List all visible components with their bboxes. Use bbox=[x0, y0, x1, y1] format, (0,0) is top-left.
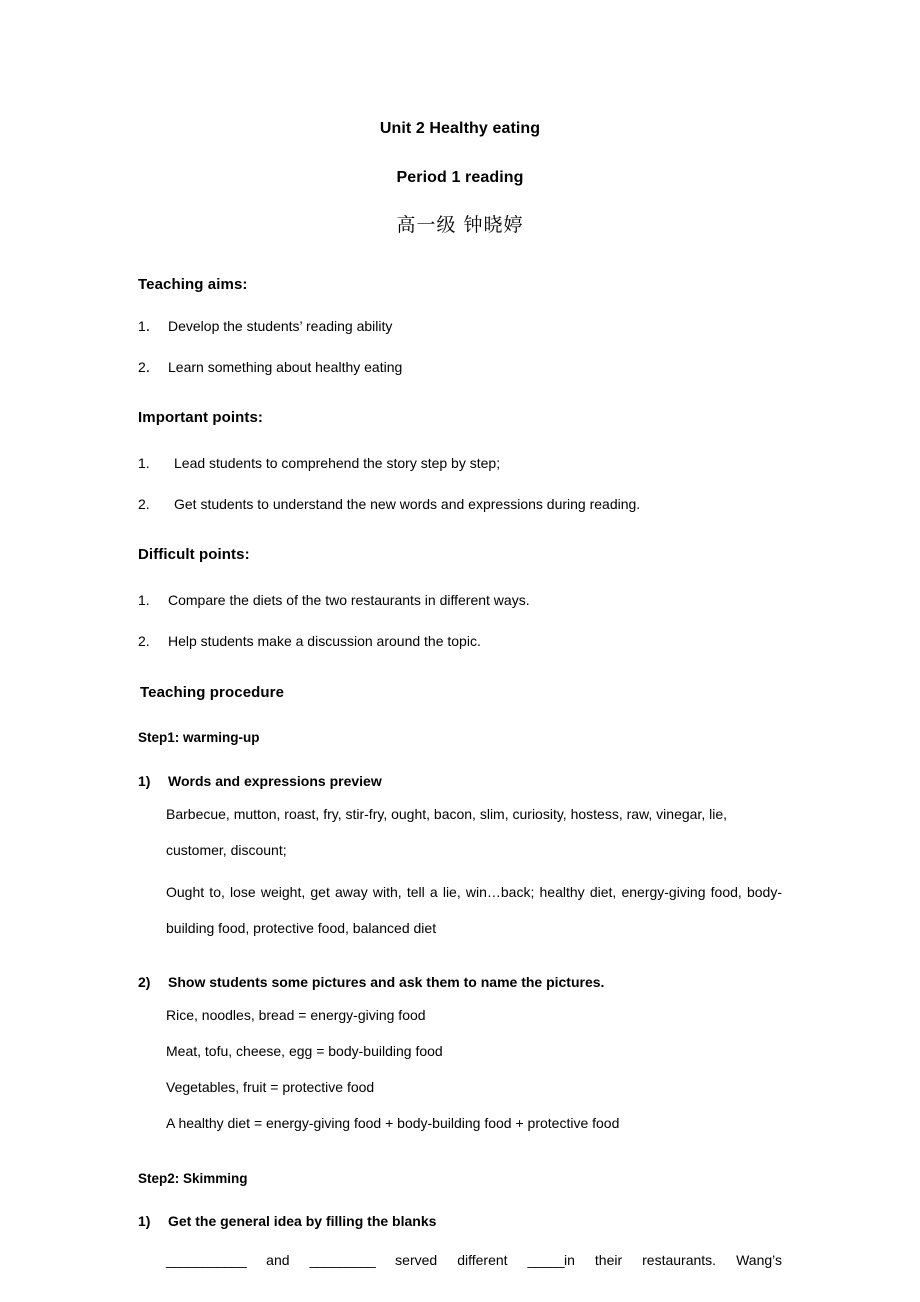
blank-sentence-segment: served different bbox=[375, 1252, 528, 1268]
list-item bbox=[138, 360, 782, 374]
list-item-text: Compare the diets of the two restaurants in different ways. bbox=[168, 592, 530, 608]
list-item-text: Learn something about healthy eating bbox=[168, 359, 403, 375]
page-title: Unit 2 Healthy eating bbox=[379, 120, 541, 137]
title-block bbox=[138, 0, 782, 235]
blank-field-1[interactable]: ___________ bbox=[166, 1252, 247, 1268]
list-item-text: Develop the students’ reading ability bbox=[168, 318, 393, 334]
heading-teaching-procedure: Teaching procedure bbox=[140, 684, 285, 701]
word-list-paragraph: Barbecue, mutton, roast, fry, stir-fry, ought, bacon, slim, curiosity, hostess, raw, vinegar, lie, customer, discount; bbox=[166, 805, 727, 858]
list-marker: 2. bbox=[138, 633, 150, 649]
expression-list-paragraph: Ought to, lose weight, get away with, tell a lie, win…back; healthy diet, energy-giving food, body-building food, protective food, balanced diet bbox=[166, 883, 782, 936]
list-marker: 1) bbox=[138, 1213, 151, 1229]
author-line: 高一级 钟晓婷 bbox=[396, 214, 524, 236]
list-item-text: Get students to understand the new words and expressions during reading. bbox=[174, 496, 641, 512]
list-marker: 1． bbox=[138, 318, 160, 334]
blank-field-3[interactable]: _____ bbox=[527, 1252, 564, 1268]
list-item bbox=[138, 593, 782, 607]
step1-item2 bbox=[138, 975, 782, 989]
list-item bbox=[138, 456, 782, 470]
step1-item1 bbox=[138, 774, 782, 788]
step1-label: Step1: warming-up bbox=[138, 730, 260, 745]
heading-important-points: Important points: bbox=[138, 409, 264, 426]
list-item-text: Lead students to comprehend the story step by step; bbox=[174, 455, 501, 471]
step2-label: Step2: Skimming bbox=[138, 1170, 248, 1186]
blank-sentence-segment: and bbox=[246, 1252, 310, 1268]
step2-item1 bbox=[138, 1214, 782, 1228]
list-item bbox=[138, 497, 782, 511]
document-content bbox=[138, 0, 782, 1278]
list-marker: 2) bbox=[138, 973, 151, 990]
list-item bbox=[138, 634, 782, 648]
list-marker: 1. bbox=[138, 592, 150, 608]
list-item bbox=[138, 319, 782, 333]
step1-item1-label: Words and expressions preview bbox=[168, 772, 382, 789]
food-equation-line: A healthy diet = energy-giving food + body-building food + protective food bbox=[166, 1114, 620, 1131]
fill-in-the-blanks-sentence bbox=[166, 1242, 782, 1278]
list-marker: 1. bbox=[138, 455, 150, 471]
food-equation-line: Rice, noodles, bread = energy-giving food bbox=[166, 1006, 426, 1023]
step1-item2-label: Show students some pictures and ask them to name the pictures. bbox=[168, 973, 605, 990]
list-item-text: Help students make a discussion around the topic. bbox=[168, 633, 481, 649]
heading-difficult-points: Difficult points: bbox=[138, 546, 250, 563]
list-marker: 2． bbox=[138, 359, 160, 375]
blank-sentence-segment: in their restaurants. Wang’s bbox=[563, 1252, 782, 1268]
blank-field-2[interactable]: _________ bbox=[309, 1252, 376, 1268]
heading-teaching-aims: Teaching aims: bbox=[138, 276, 248, 293]
list-marker: 2. bbox=[138, 496, 150, 512]
page-subtitle: Period 1 reading bbox=[396, 169, 524, 186]
step2-item1-label: Get the general idea by filling the blanks bbox=[168, 1213, 437, 1229]
list-marker: 1) bbox=[138, 772, 151, 789]
food-equation-line: Vegetables, fruit = protective food bbox=[166, 1078, 375, 1095]
food-equation-line: Meat, tofu, cheese, egg = body-building food bbox=[166, 1042, 443, 1059]
